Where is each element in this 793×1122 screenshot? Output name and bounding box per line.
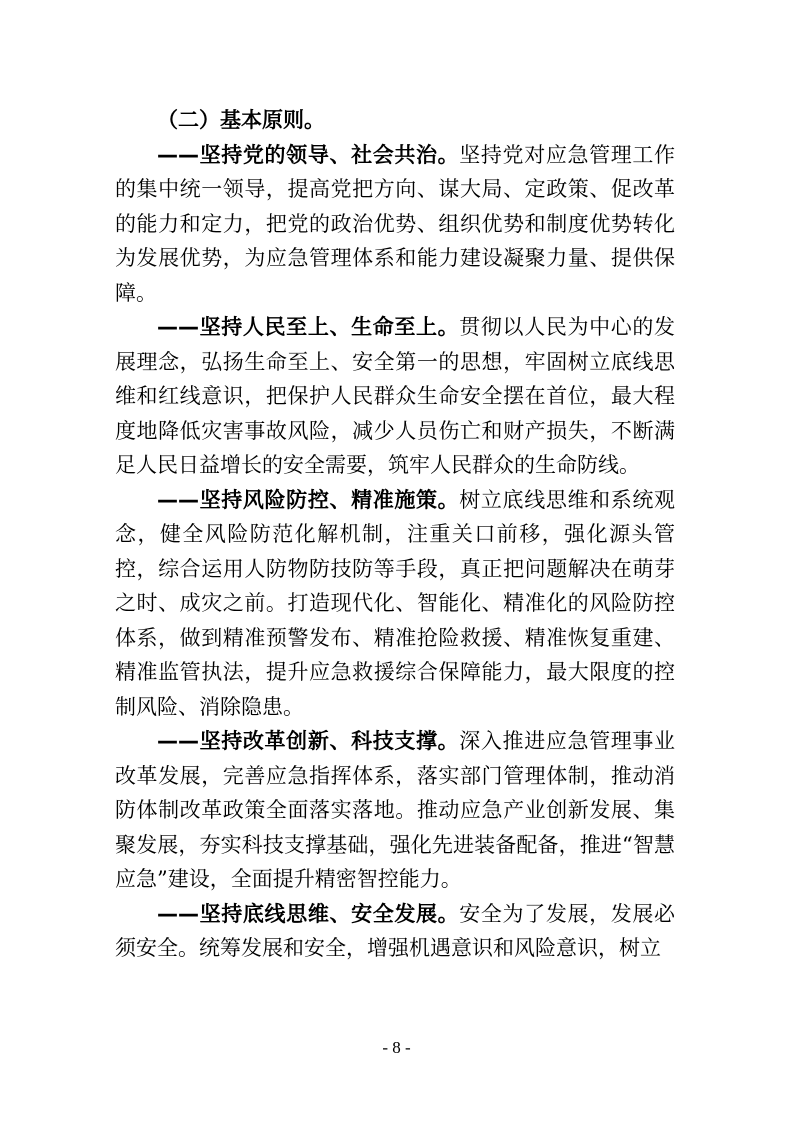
principle-lead: ——坚持改革创新、科技支撑。: [157, 729, 460, 753]
page-number: - 8 -: [382, 1038, 411, 1057]
principle-paragraph: [115, 310, 675, 483]
principle-text: 深入推进应急管理事业改革发展，完善应急指挥体系，落实部门管理体制，推动消防体制改革政策全面落实落地。推动应急产业创新发展、集聚发展，夯实科技支撑基础，强化先进装备配备，推进“智慧应急”建设，全面提升精密智控能力。: [115, 729, 676, 891]
section-heading: （二）基本原则。: [157, 107, 325, 132]
principle-lead: ——坚持党的领导、社会共治。: [157, 142, 460, 167]
principle-paragraph: [115, 483, 675, 725]
principle-paragraph: [115, 724, 675, 897]
principle-paragraph: [115, 138, 675, 311]
principle-lead: ——坚持底线思维、安全发展。: [157, 901, 460, 926]
principle-text: 坚持党对应急管理工作的集中统一领导，提高党把方向、谋大局、定政策、促改革的能力和定力，把党的政治优势、组织优势和制度优势转化为发展优势，为应急管理体系和能力建设凝聚力量、提供保障。: [115, 142, 676, 305]
principle-lead: ——坚持风险防控、精准施策。: [157, 487, 460, 512]
principle-text: 安全为了发展，发展必须安全。统筹发展和安全，增强机遇意识和风险意识，树立: [115, 901, 676, 960]
principle-lead: ——坚持人民至上、生命至上。: [157, 315, 460, 339]
page-body: [115, 103, 675, 966]
principle-text: 贯彻以人民为中心的发展理念，弘扬生命至上、安全第一的思想，牢固树立底线思维和红线意识，把保护人民群众生命安全摆在首位，最大程度地降低灾害事故风险，减少人员伤亡和财产损失，不断满足人民日益增长的安全需要，筑牢人民群众的生命防线。: [115, 315, 676, 477]
principle-paragraph: [115, 897, 675, 966]
principle-text: 树立底线思维和系统观念，健全风险防范化解机制，注重关口前移，强化源头管控，综合运用人防物防技防等手段，真正把问题解决在萌芽之时、成灾之前。打造现代化、智能化、精准化的风险防控体系，做到精准预警发布、精准抢险救援、精准恢复重建、精准监管执法，提升应急救援综合保障能力，最大限度的控制风险、消除隐患。: [115, 487, 676, 719]
